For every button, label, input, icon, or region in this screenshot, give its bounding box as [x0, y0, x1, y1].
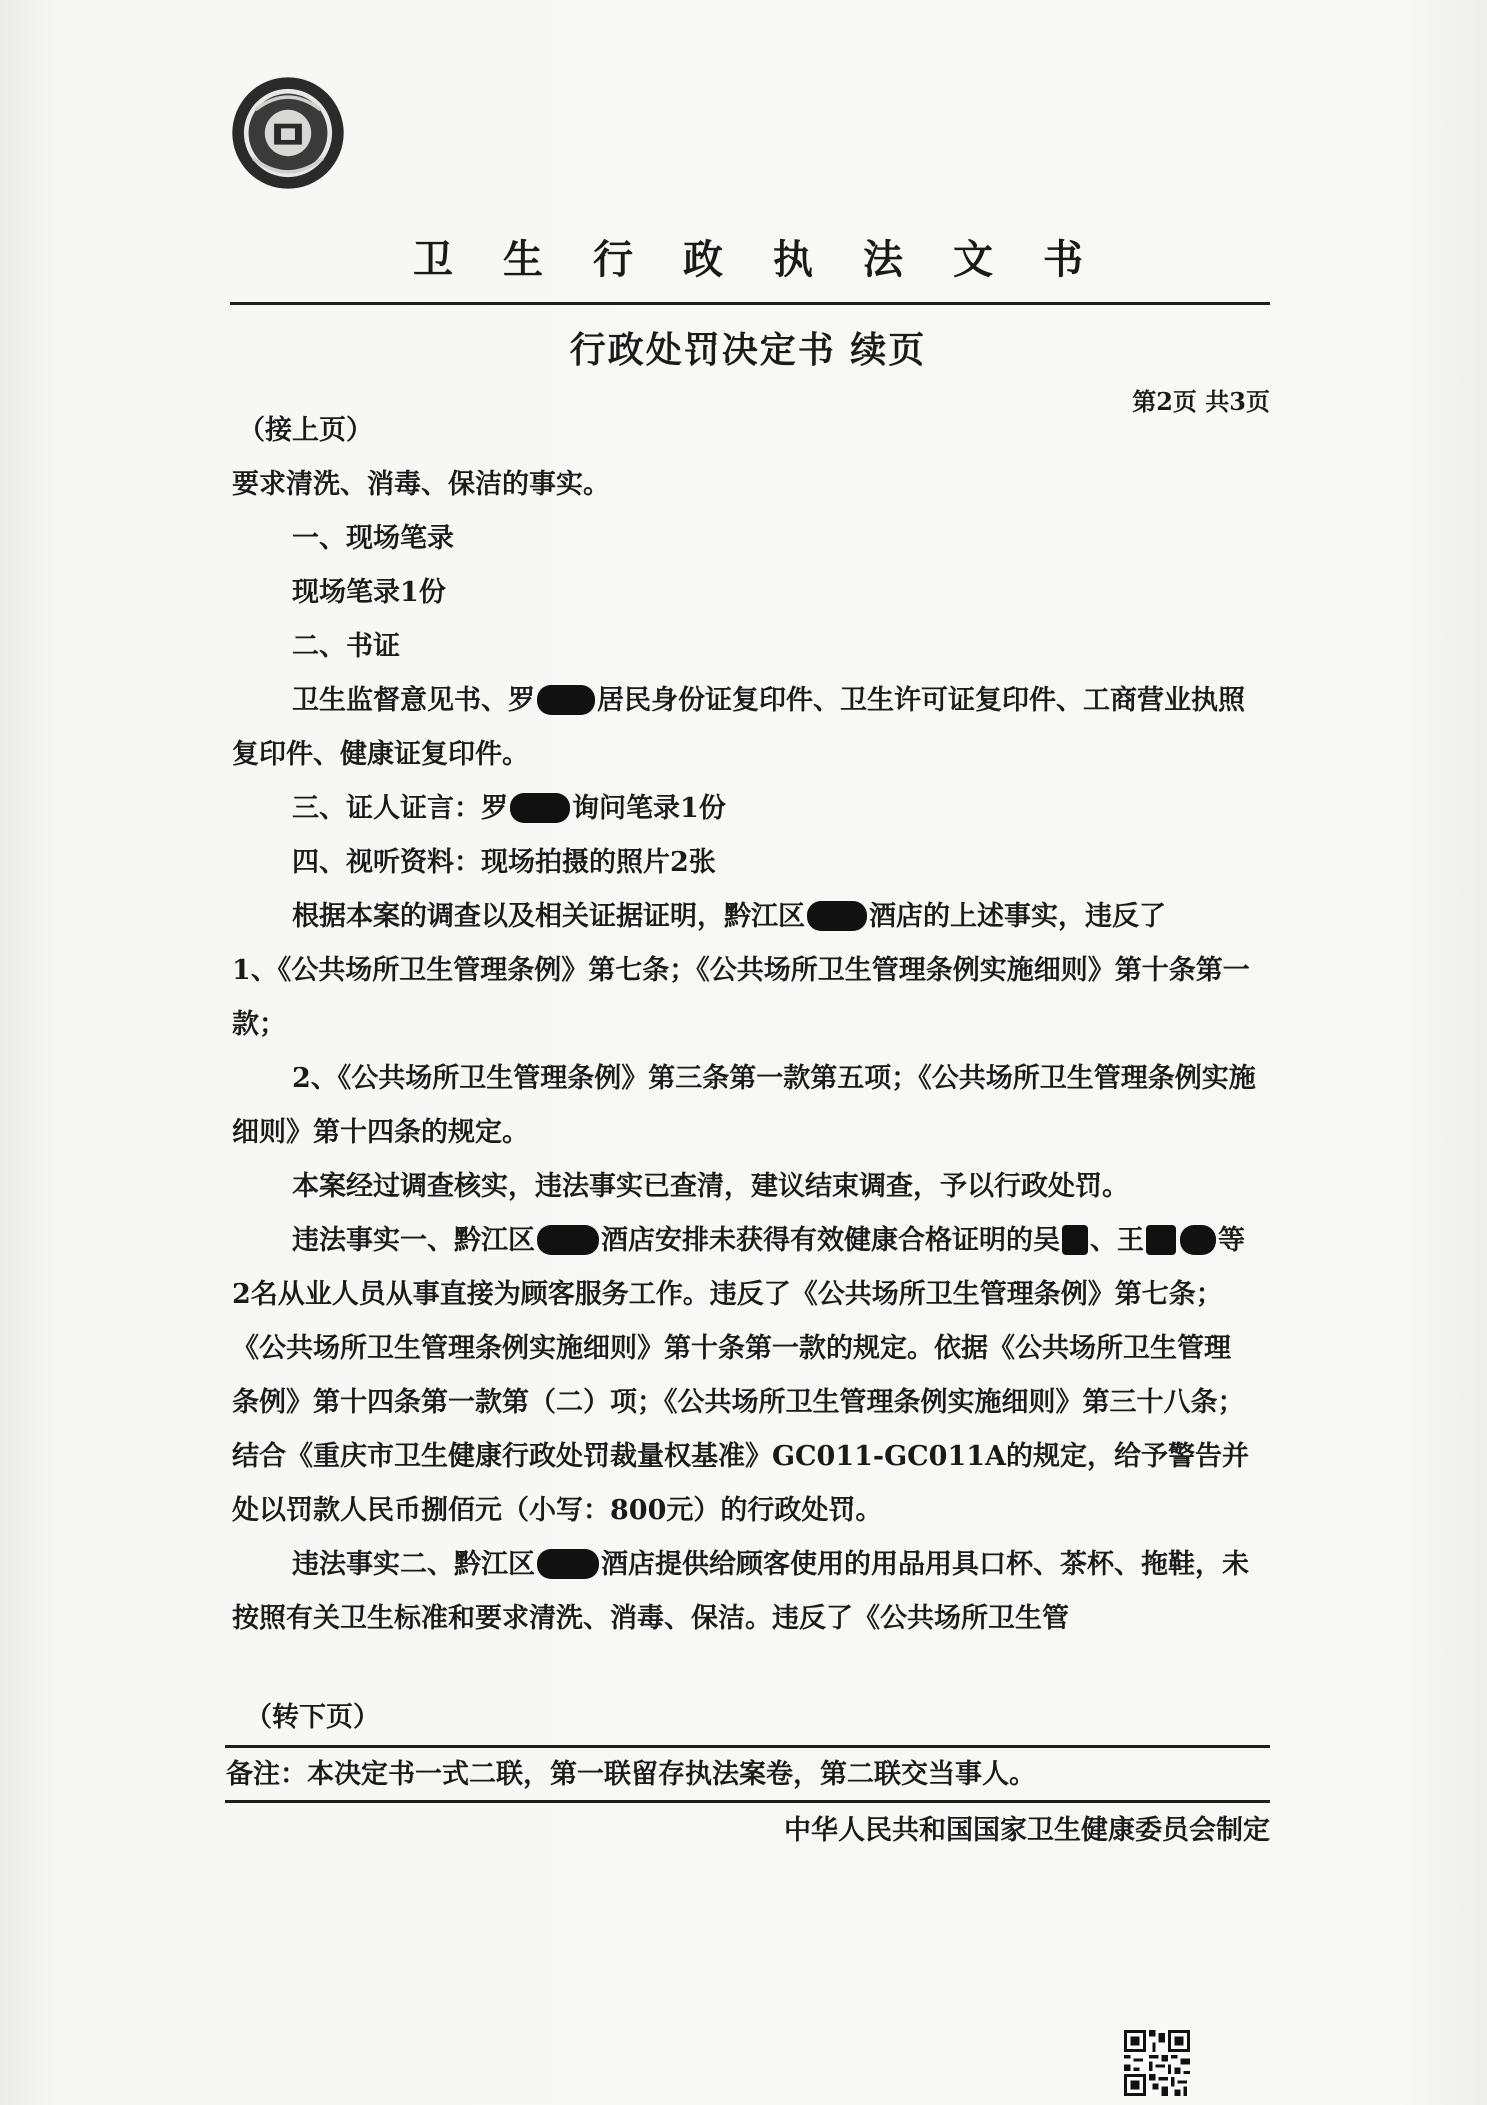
header-title: 卫生行政执法文书 — [413, 236, 1133, 283]
issuer-line: 中华人民共和国国家卫生健康委员会制定 — [784, 1815, 1270, 1846]
body-paragraph — [232, 782, 1257, 836]
redaction-mark — [1146, 1225, 1176, 1255]
body-paragraph — [232, 1214, 1257, 1538]
redaction-mark — [537, 1549, 599, 1579]
header-rule — [230, 302, 1270, 305]
body-line: 要求清洗、消毒、保洁的事实。 — [232, 469, 610, 500]
redaction-mark — [510, 793, 570, 823]
text-fragment: 根据本案的调查以及相关证据证明，黔江区 — [292, 901, 805, 932]
text-fragment: 酒店提供给顾客使用的用品用具口杯、茶杯、拖鞋，未按照有关卫生标准和要求清洗、消毒、保洁。违反了《公共场所卫生管 — [232, 1549, 1249, 1634]
body-paragraph — [232, 1538, 1257, 1646]
redaction-mark — [1062, 1225, 1088, 1255]
body-paragraph: 2、《公共场所卫生管理条例》第三条第一款第五项；《公共场所卫生管理条例实施细则》第十四条的规定。 — [232, 1063, 1256, 1148]
text-fragment: 违法事实一、黔江区 — [292, 1225, 535, 1256]
footer-rule-top — [225, 1745, 1270, 1748]
remark-note: 备注：本决定书一式二联，第一联留存执法案卷，第二联交当事人。 — [226, 1759, 1036, 1790]
text-fragment: 酒店安排未获得有效健康合格证明的吴 — [601, 1225, 1060, 1256]
redaction-mark — [1180, 1225, 1216, 1255]
body-paragraph — [232, 674, 1257, 782]
redaction-mark — [537, 1225, 599, 1255]
text-fragment: 询问笔录1份 — [572, 793, 726, 824]
text-fragment: 违法事实二、黔江区 — [292, 1549, 535, 1580]
health-law-emblem-icon — [230, 75, 346, 191]
body-paragraph: 1、《公共场所卫生管理条例》第七条；《公共场所卫生管理条例实施细则》第十条第一款； — [232, 955, 1250, 1040]
document-title: 行政处罚决定书 续页 — [569, 330, 927, 371]
text-fragment: 卫生监督意见书、罗 — [292, 685, 535, 716]
text-fragment: 三、证人证言：罗 — [292, 793, 508, 824]
text-fragment: 酒店的上述事实，违反了 — [869, 901, 1166, 932]
text-fragment: 、王 — [1090, 1225, 1144, 1256]
continued-from-note: （接上页） — [238, 415, 373, 446]
section-heading: 四、视听资料：现场拍摄的照片2张 — [292, 847, 716, 878]
text-fragment: 等2名从业人员从事直接为顾客服务工作。违反了《公共场所卫生管理条例》第七条；《公共场所卫生管理条例实施细则》第十条第一款的规定。依据《公共场所卫生管理条例》第十四条第一款第（二）项；《公共场所卫生管理条例实施细则》第三十八条；结合《重庆市卫生健康行政处罚裁量权基准》GC011-GC011A的规定，给予警告并处以罚款人民币捌佰元（小写：800元）的行政处罚。 — [232, 1225, 1249, 1526]
section-heading: 二、书证 — [292, 631, 400, 662]
redaction-mark — [807, 901, 867, 931]
text-fragment: 居民身份证复印件、卫生许可证复印件、工商营业执照复印件、健康证复印件。 — [232, 685, 1245, 770]
body-paragraph — [232, 890, 1257, 944]
footer-rule-bottom — [225, 1800, 1270, 1803]
document-body — [232, 458, 1257, 1646]
qr-code-icon — [1124, 2030, 1190, 2096]
section-heading: 一、现场笔录 — [292, 523, 454, 554]
page-count: 第2页 共3页 — [1132, 387, 1270, 416]
body-line: 现场笔录1份 — [292, 577, 446, 608]
continued-to-note: （转下页） — [245, 1702, 380, 1733]
redaction-mark — [537, 685, 595, 715]
body-paragraph: 本案经过调查核实，违法事实已查清，建议结束调查，予以行政处罚。 — [292, 1171, 1129, 1202]
